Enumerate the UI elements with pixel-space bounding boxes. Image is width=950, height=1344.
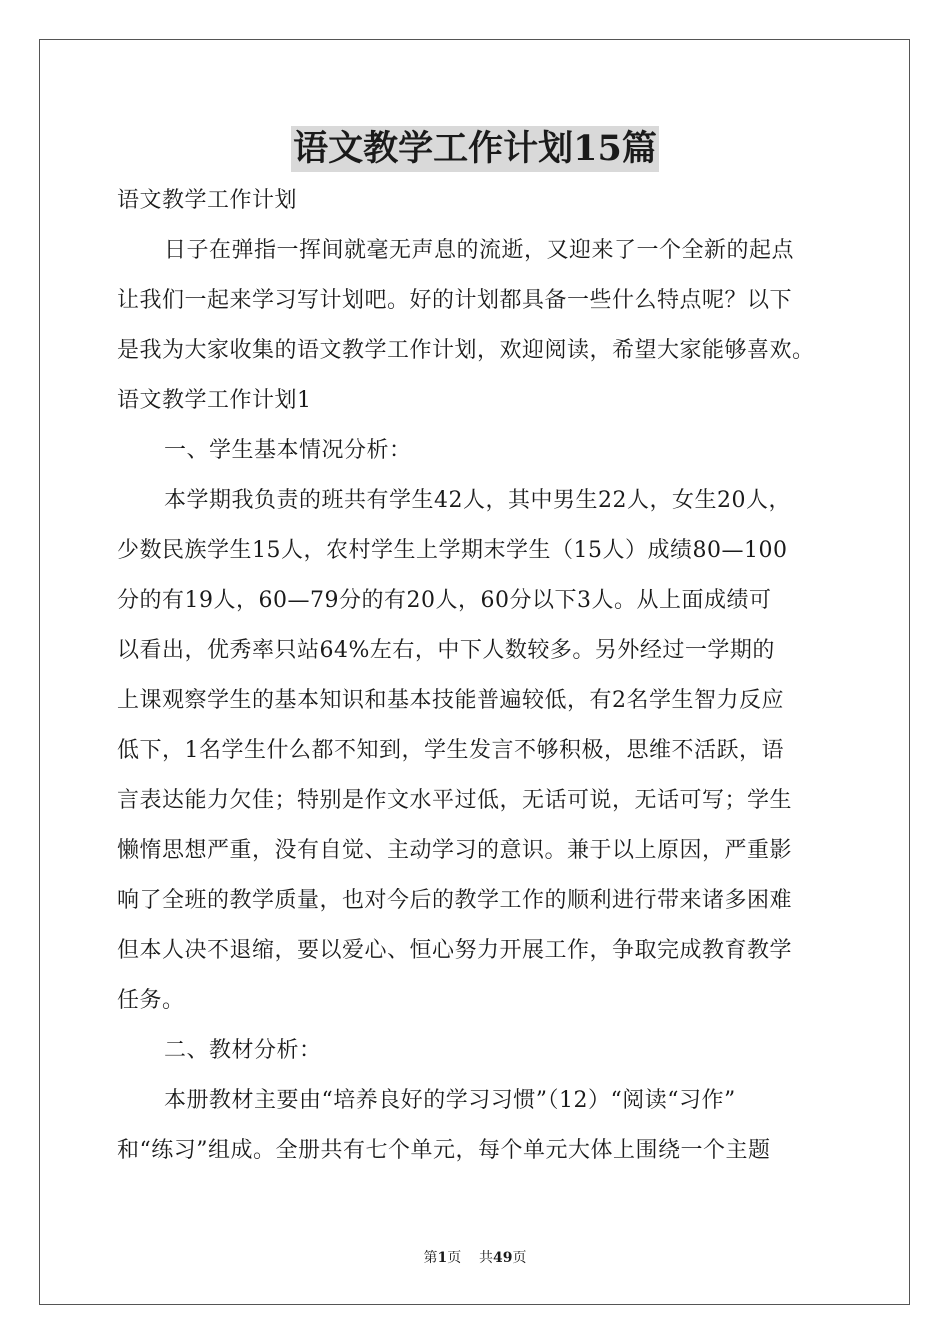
title-wrap [0,126,950,172]
document-body [117,176,837,1176]
text-line: 本册教材主要由“培养良好的学习习惯”（12）“阅读“习作” [164,1088,736,1113]
text-line: 言表达能力欠佳；特别是作文水平过低，无话可说，无话可写；学生 [117,788,793,813]
total-prefix: 共 [479,1250,494,1266]
text-line: 本学期我负责的班共有学生42人，其中男生22人，女生20人， [164,488,791,513]
text-line: 是我为大家收集的语文教学工作计划，欢迎阅读，希望大家能够喜欢。 [117,338,815,363]
text-line: 懒惰思想严重，没有自觉、主动学习的意识。兼于以上原因，严重影 [117,838,793,863]
text-line: 少数民族学生15人，农村学生上学期末学生（15人）成绩80—100 [117,538,788,563]
text-line: 语文教学工作计划 [117,188,298,213]
text-line: 一、学生基本情况分析： [164,438,412,463]
page-prefix: 第 [423,1250,438,1266]
text-line: 响了全班的教学质量，也对今后的教学工作的顺利进行带来诸多困难 [117,888,793,913]
text-line: 让我们一起来学习写计划吧。好的计划都具备一些什么特点呢？以下 [117,288,793,313]
text-line: 任务。 [117,988,185,1013]
text-line: 二、教材分析： [164,1038,322,1063]
text-line: 以看出，优秀率只站64%左右，中下人数较多。另外经过一学期的 [117,638,775,663]
text-line: 低下，1名学生什么都不知到，学生发言不够积极，思维不活跃，语 [117,738,784,763]
text-line: 和“练习”组成。全册共有七个单元，每个单元大体上围绕一个主题 [117,1138,771,1163]
document-title: 语文教学工作计划15篇 [291,126,659,172]
text-line: 日子在弹指一挥间就毫无声息的流逝，又迎来了一个全新的起点 [164,238,795,263]
total-pages: 49 [493,1250,513,1266]
text-line: 分的有19人，60—79分的有20人，60分以下3人。从上面成绩可 [117,588,772,613]
page-suffix: 页 [447,1250,462,1266]
text-line: 上课观察学生的基本知识和基本技能普遍较低，有2名学生智力反应 [117,688,784,713]
page-footer [0,1248,950,1268]
page-number: 1 [437,1250,448,1266]
total-suffix: 页 [512,1250,527,1266]
text-line: 但本人决不退缩，要以爱心、恒心努力开展工作，争取完成教育教学 [117,938,793,963]
text-line: 语文教学工作计划1 [117,388,312,413]
